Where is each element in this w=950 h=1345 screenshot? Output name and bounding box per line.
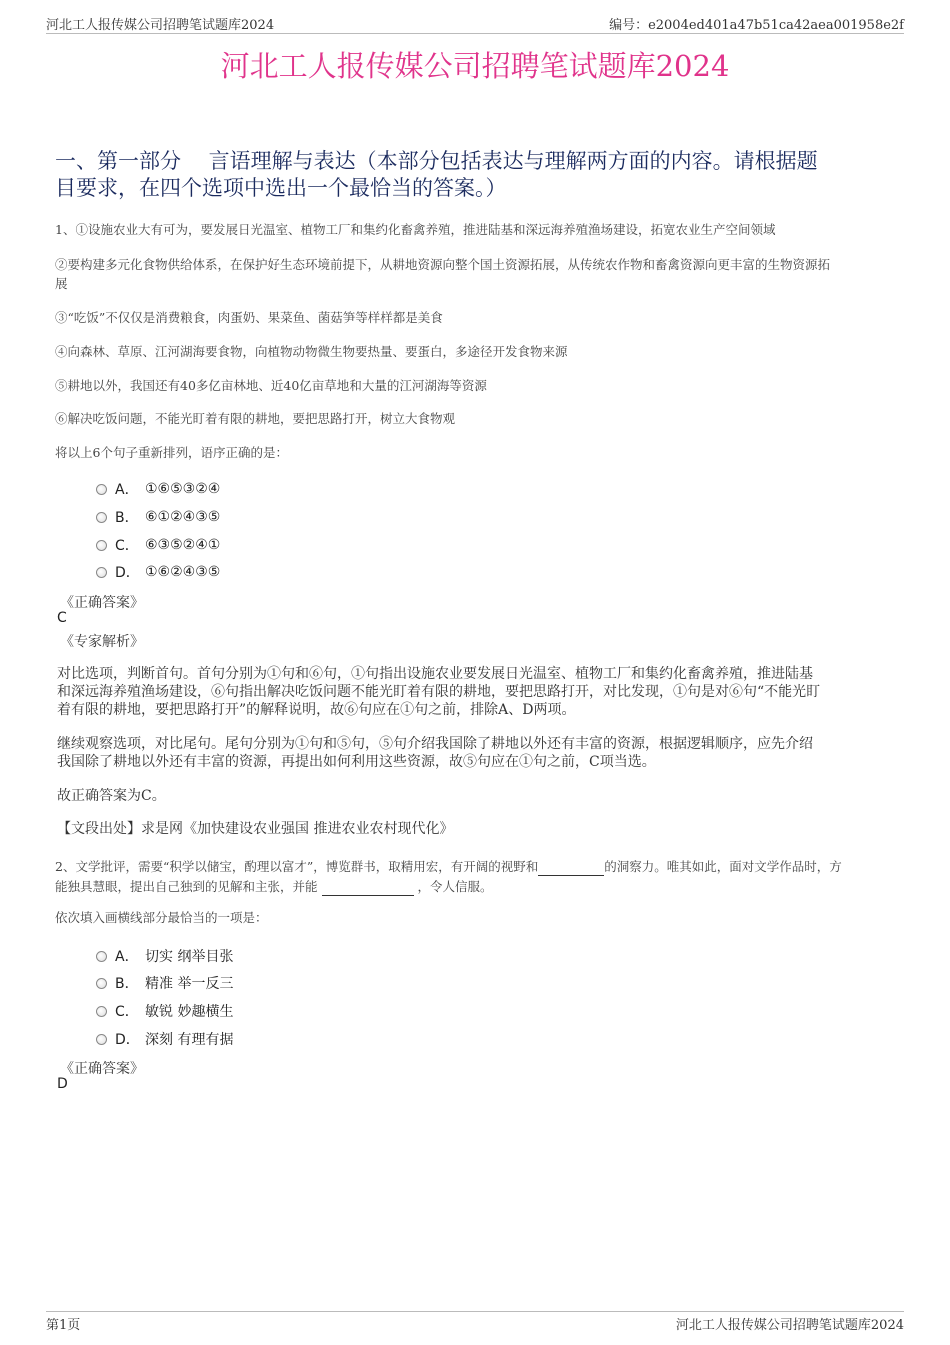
header-divider (46, 33, 904, 34)
radio-icon[interactable] (96, 484, 107, 495)
q1-sentence-4: ④向森林、草原、江河湖海要食物，向植物动物微生物要热量、要蛋白，多途径开发食物来源 (55, 344, 568, 359)
q2-text: 能独具慧眼，提出自己独到的见解和主张，并能 (55, 879, 318, 894)
radio-icon[interactable] (96, 1006, 107, 1017)
option-letter: A． (115, 949, 139, 965)
q2-text: 2、文学批评，需要“积学以储宝，酌理以富才”，博览群书，取精用宏，有开阔的视野和 (55, 859, 539, 874)
option-text: ①⑥⑤③②④ (145, 481, 221, 497)
q2-option-c[interactable] (96, 1001, 233, 1021)
q2-option-b[interactable] (96, 973, 233, 993)
radio-icon[interactable] (96, 978, 107, 989)
q1-option-b[interactable] (96, 507, 220, 527)
q1-answer: C (57, 610, 67, 626)
analysis-line: 和深远海养殖渔场建设，⑥句指出解决吃饭问题不能光盯着有限的耕地，要把思路打开，对比发现，①句是对⑥句“不能光盯 (57, 684, 821, 700)
q1-prompt: 将以上6个句子重新排列，语序正确的是： (55, 445, 288, 460)
q1-sentence-1: 1、①设施农业大有可为，要发展日光温室、植物工厂和集约化畜禽养殖，推进陆基和深远海养殖渔场建设，拓宽农业生产空间领域 (55, 222, 776, 237)
option-letter: C． (115, 1004, 139, 1020)
analysis-line: 对比选项，判断首句。首句分别为①句和⑥句，①句指出设施农业要发展日光温室、植物工厂和集约化畜禽养殖，推进陆基 (57, 666, 813, 682)
radio-icon[interactable] (96, 1034, 107, 1045)
q2-answer: D (57, 1076, 68, 1092)
q1-sentence-2 (55, 255, 895, 293)
option-text: 深刻 有理有据 (145, 1032, 234, 1048)
q1-sentence-2-line1: ②要构建多元化食物供给体系，在保护好生态环境前提下，从耕地资源向整个国土资源拓展，从传统农作物和畜禽资源向更丰富的生物资源拓 (55, 257, 831, 272)
q1-option-c[interactable] (96, 535, 220, 555)
option-letter: D． (115, 1032, 140, 1048)
q2-option-d[interactable] (96, 1029, 233, 1049)
section-title-line2: 目要求，在四个选项中选出一个最恰当的答案。） (55, 176, 507, 200)
q2-stem-line1 (55, 856, 895, 876)
radio-icon[interactable] (96, 540, 107, 551)
q2-stem-line2 (55, 876, 895, 896)
header-doc-id: 编号：e2004ed401a47b51ca42aea001958e2f (609, 18, 904, 33)
option-letter: B． (115, 976, 139, 992)
radio-icon[interactable] (96, 951, 107, 962)
q2-text: 的洞察力。唯其如此，面对文学作品时，方 (604, 859, 842, 874)
q1-answer-label: 《正确答案》 (60, 595, 144, 611)
q1-option-a[interactable] (96, 479, 220, 499)
q1-analysis-conclusion: 故正确答案为C。 (57, 788, 166, 804)
option-letter: A． (115, 482, 139, 498)
document-title: 河北工人报传媒公司招聘笔试题库2024 (220, 49, 730, 83)
q1-option-d[interactable] (96, 562, 220, 582)
option-text: ⑥①②④③⑤ (145, 509, 221, 525)
q2-prompt: 依次填入画横线部分最恰当的一项是： (55, 910, 268, 925)
q1-analysis-label: 《专家解析》 (60, 634, 144, 650)
q1-sentence-2-line2: 展 (55, 276, 68, 291)
option-letter: C． (115, 538, 139, 554)
option-letter: D． (115, 565, 140, 581)
radio-icon[interactable] (96, 512, 107, 523)
q1-analysis-para2 (57, 735, 887, 771)
section-title-line1: 一、第一部分 言语理解与表达（本部分包括表达与理解两方面的内容。请根据题 (55, 149, 818, 173)
option-text: ①⑥②④③⑤ (145, 564, 221, 580)
q1-source: 【文段出处】求是网《加快建设农业强国 推进农业农村现代化》 (57, 821, 454, 837)
q2-option-a[interactable] (96, 946, 233, 966)
q2-text: ，令人信服。 (417, 879, 493, 894)
q1-sentence-5: ⑤耕地以外，我国还有40多亿亩林地、近40亿亩草地和大量的江河湖海等资源 (55, 378, 487, 393)
q1-analysis-para1 (57, 665, 887, 719)
footer-title: 河北工人报传媒公司招聘笔试题库2024 (675, 1318, 904, 1333)
analysis-line: 继续观察选项，对比尾句。尾句分别为①句和⑤句，⑤句介绍我国除了耕地以外还有丰富的资源，根据逻辑顺序，应先介绍 (57, 736, 813, 752)
option-letter: B． (115, 510, 139, 526)
option-text: 精准 举一反三 (145, 976, 234, 992)
analysis-line: 着有限的耕地，要把思路打开”的解释说明，故⑥句应在①句之前，排除A、D两项。 (57, 702, 576, 718)
option-text: ⑥③⑤②④① (145, 537, 221, 553)
option-text: 切实 纲举目张 (145, 949, 234, 965)
footer-divider (46, 1311, 904, 1312)
q2-blank-2 (322, 876, 414, 896)
analysis-line: 我国除了耕地以外还有丰富的资源，再提出如何利用这些资源，故⑤句应在①句之前，C项当选。 (57, 754, 656, 770)
section-title (55, 148, 895, 202)
q2-blank-1 (538, 856, 604, 876)
option-text: 敏锐 妙趣横生 (145, 1004, 234, 1020)
q2-answer-label: 《正确答案》 (60, 1061, 144, 1077)
q2-stem (55, 856, 895, 896)
q1-sentence-3: ③“吃饭”不仅仅是消费粮食，肉蛋奶、果菜鱼、菌菇笋等样样都是美食 (55, 310, 443, 325)
footer-page-number: 第1页 (46, 1318, 81, 1333)
radio-icon[interactable] (96, 567, 107, 578)
q1-sentence-6: ⑥解决吃饭问题，不能光盯着有限的耕地，要把思路打开，树立大食物观 (55, 411, 456, 426)
header-left-title: 河北工人报传媒公司招聘笔试题库2024 (46, 18, 275, 33)
